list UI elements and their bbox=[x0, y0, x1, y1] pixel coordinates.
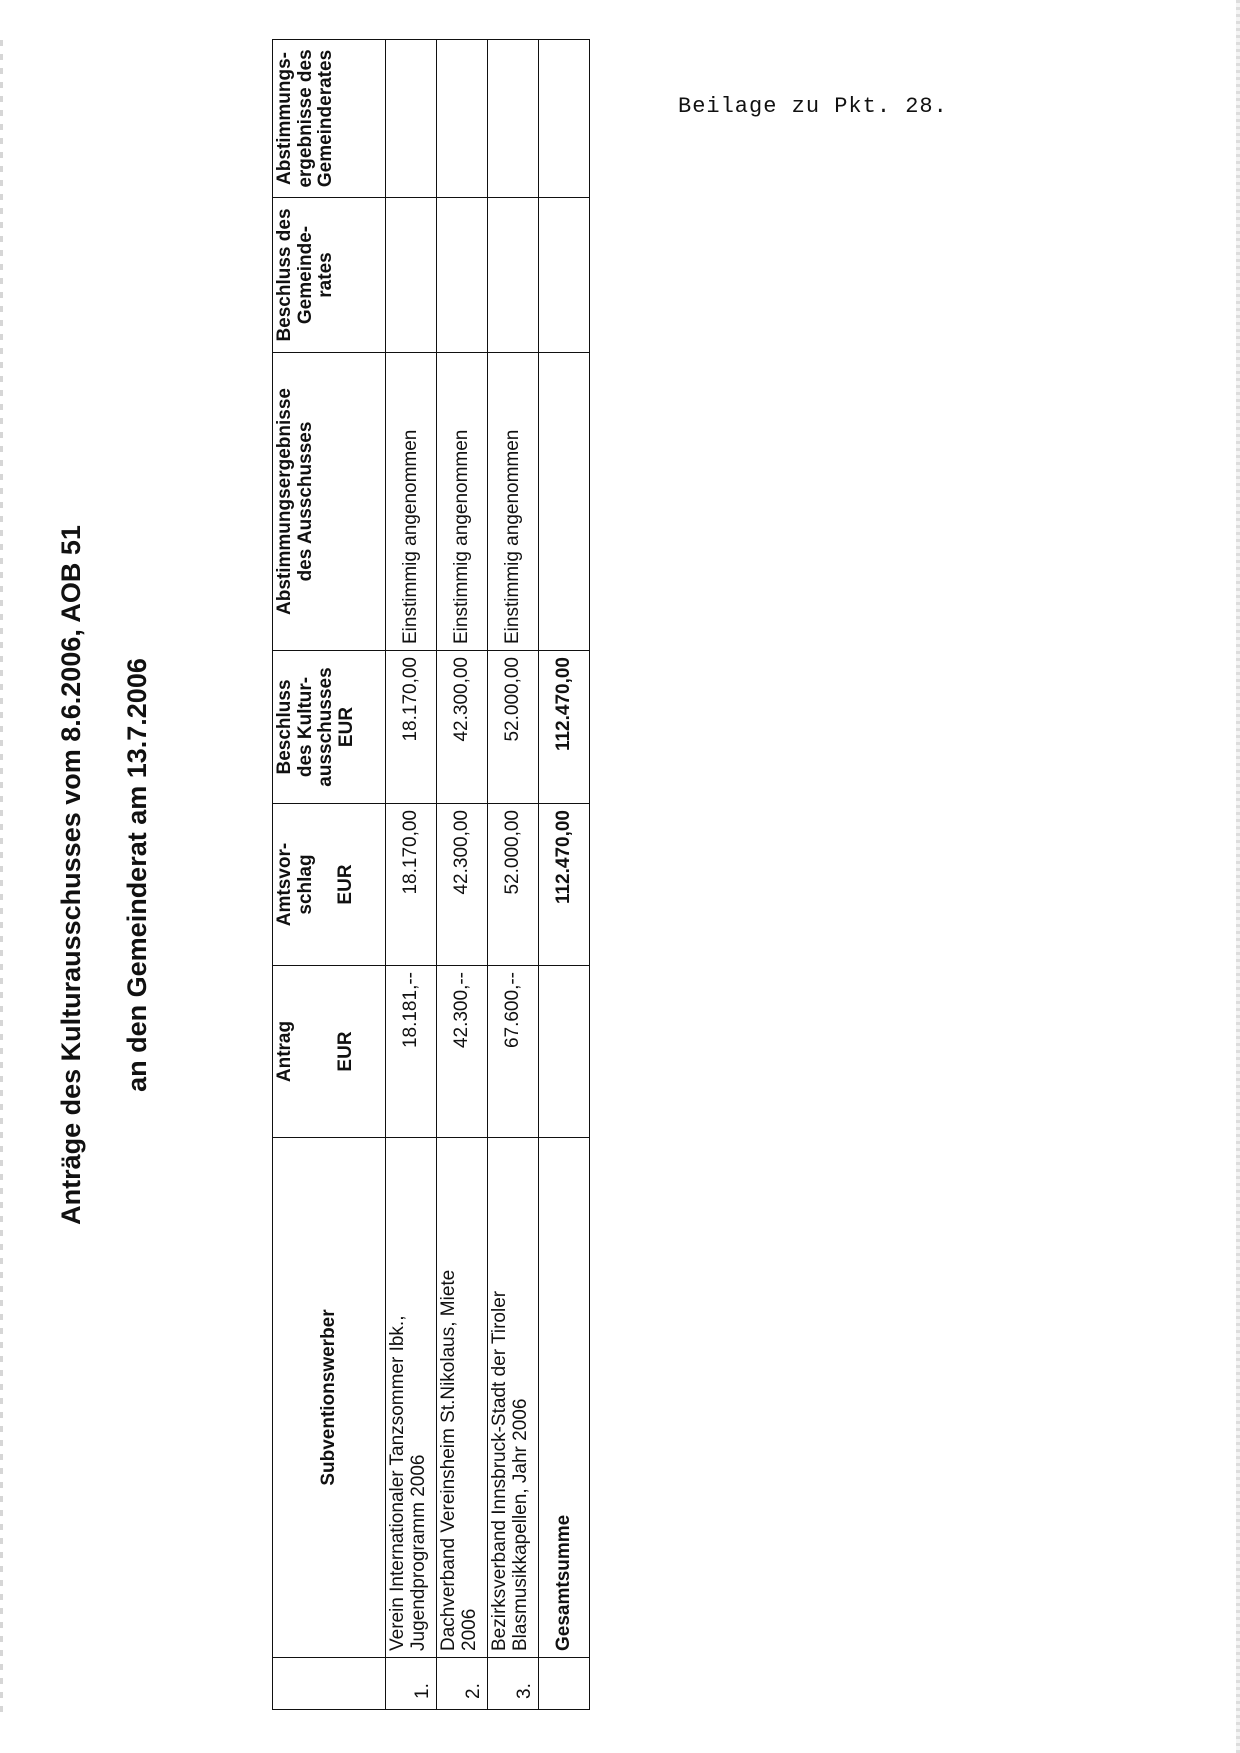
table-row bbox=[386, 40, 437, 1710]
row-beschluss-gemeinderat bbox=[437, 198, 488, 353]
row-subventionswerber: Verein Internationaler Tanzsommer Ibk., Jugendprogramm 2006 bbox=[386, 1138, 437, 1658]
row-antrag: 42.300,-- bbox=[437, 966, 488, 1138]
row-amtsvorschlag: 42.300,00 bbox=[437, 804, 488, 966]
header-subventionswerber bbox=[273, 1138, 386, 1658]
total-nr bbox=[539, 1658, 590, 1710]
total-row bbox=[539, 40, 590, 1710]
header-abstimmung-ausschuss-label: Abstimmungsergebnisse des Ausschusses bbox=[274, 388, 316, 615]
scan-edge-left bbox=[0, 40, 3, 1720]
row-abstimmung-gemeinderat bbox=[386, 40, 437, 198]
header-amtsvorschlag bbox=[273, 804, 386, 966]
total-amtsvorschlag: 112.470,00 bbox=[539, 804, 590, 966]
attachment-note: Beilage zu Pkt. 28. bbox=[678, 94, 948, 119]
row-beschluss-ausschuss: 52.000,00 bbox=[488, 651, 539, 804]
row-nr: 3. bbox=[488, 1658, 539, 1710]
row-abstimmung-ausschuss: Einstimmig angenommen bbox=[386, 353, 437, 651]
table-row bbox=[437, 40, 488, 1710]
row-beschluss-ausschuss: 42.300,00 bbox=[437, 651, 488, 804]
rotated-page-content bbox=[40, 40, 600, 1710]
header-beschluss-gemeinderat bbox=[273, 198, 386, 353]
document-subtitle: an den Gemeinderat am 13.7.2006 bbox=[122, 658, 152, 1092]
header-nr bbox=[273, 1658, 386, 1710]
row-amtsvorschlag: 18.170,00 bbox=[386, 804, 437, 966]
row-beschluss-ausschuss: 18.170,00 bbox=[386, 651, 437, 804]
header-antrag-unit: EUR bbox=[334, 1031, 356, 1072]
header-antrag bbox=[273, 966, 386, 1138]
scan-edge-right bbox=[1236, 0, 1240, 1753]
row-subventionswerber: Bezirksverband Innsbruck-Stadt der Tiroler Blasmusikkapellen, Jahr 2006 bbox=[488, 1138, 539, 1658]
row-nr: 1. bbox=[386, 1658, 437, 1710]
row-nr: 2. bbox=[437, 1658, 488, 1710]
header-amtsvorschlag-label: Amtsvor- schlag bbox=[274, 842, 316, 927]
header-beschluss-ausschuss-label: Beschluss des Kultur- ausschusses EUR bbox=[274, 667, 357, 787]
total-abstimmung-ausschuss bbox=[539, 353, 590, 651]
table-header-row bbox=[273, 40, 386, 1710]
row-subventionswerber: Dachverband Vereinsheim St.Nikolaus, Miete 2006 bbox=[437, 1138, 488, 1658]
header-beschluss-gemeinderat-label: Beschluss des Gemeinde- rates bbox=[274, 208, 337, 342]
row-beschluss-gemeinderat bbox=[488, 198, 539, 353]
total-beschluss-gemeinderat bbox=[539, 198, 590, 353]
document-title: Anträge des Kulturausschusses vom 8.6.2006, AOB 51 bbox=[56, 525, 86, 1225]
total-beschluss-ausschuss: 112.470,00 bbox=[539, 651, 590, 804]
row-abstimmung-ausschuss: Einstimmig angenommen bbox=[488, 353, 539, 651]
header-antrag-label: Antrag bbox=[274, 1020, 295, 1083]
subsidy-table bbox=[272, 39, 590, 1710]
row-antrag: 67.600,-- bbox=[488, 966, 539, 1138]
header-subventionswerber-label: Subventionswerber bbox=[317, 1309, 339, 1486]
row-abstimmung-gemeinderat bbox=[488, 40, 539, 198]
header-abstimmung-gemeinderat bbox=[273, 40, 386, 198]
row-abstimmung-ausschuss: Einstimmig angenommen bbox=[437, 353, 488, 651]
row-abstimmung-gemeinderat bbox=[437, 40, 488, 198]
header-abstimmung-ausschuss bbox=[273, 353, 386, 651]
row-beschluss-gemeinderat bbox=[386, 198, 437, 353]
header-abstimmung-gemeinderat-label: Abstimmungs- ergebnisse des Gemeinderates bbox=[274, 49, 337, 188]
total-abstimmung-gemeinderat bbox=[539, 40, 590, 198]
header-beschluss-ausschuss bbox=[273, 651, 386, 804]
row-amtsvorschlag: 52.000,00 bbox=[488, 804, 539, 966]
header-amtsvorschlag-unit: EUR bbox=[335, 864, 357, 905]
total-label: Gesamtsumme bbox=[539, 1138, 590, 1658]
table-row bbox=[488, 40, 539, 1710]
total-antrag bbox=[539, 966, 590, 1138]
row-antrag: 18.181,-- bbox=[386, 966, 437, 1138]
